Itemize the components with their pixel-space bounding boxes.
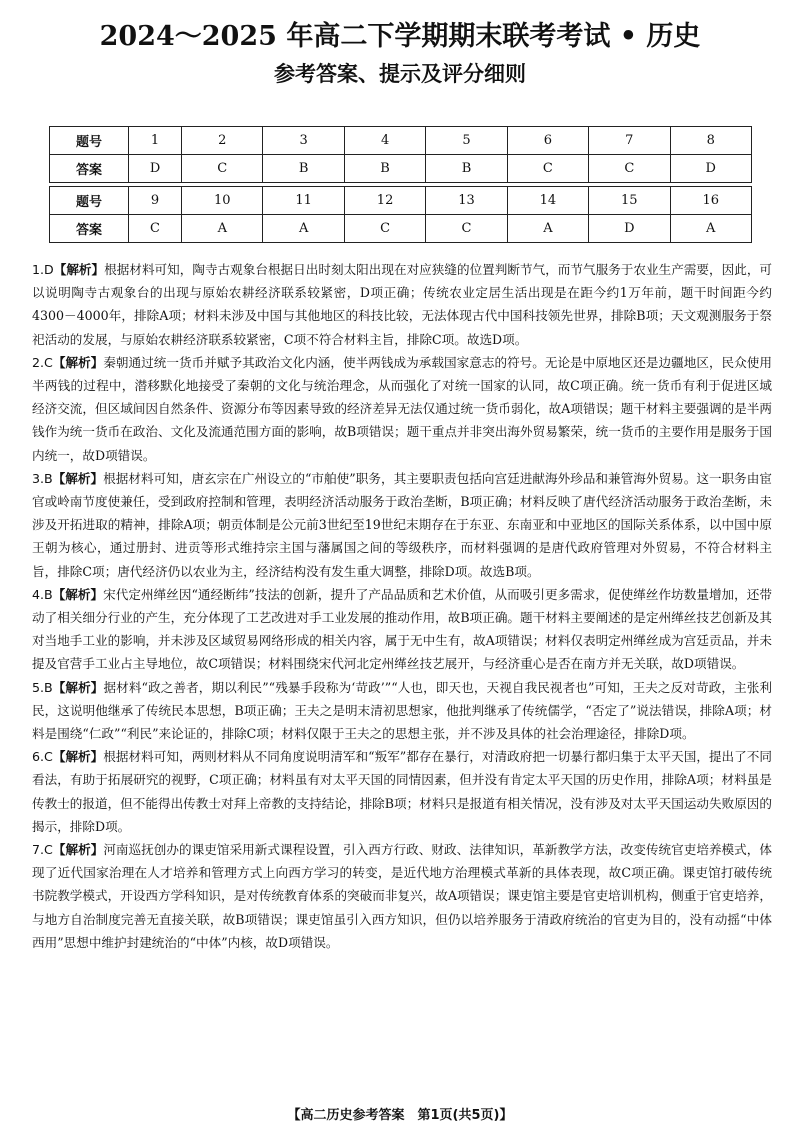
table-row-question-numbers-2: [50, 187, 752, 215]
explanation-item: [32, 745, 772, 838]
explanation-text: 根据材料可知，唐玄宗在广州设立的“市舶使”职务，其主要职责包括向宫廷进献海外珍品和兼管海外贸易。这一职务由宦官或岭南节度使兼任，受到政府控制和管理，表明经济活动服务于政治垄断，B项正确；材料反映了唐代经济活动服务于政治垄断，未涉及开拓进取的精神，排除A项；朝贡体制是公元前3世纪至19世纪末期存在于东亚、东南亚和中亚地区的国际关系体系，以中国中原王朝为核心，通过册封、进贡等形式维持宗主国与藩属国之间的等级秩序，而材料强调的是唐代政府管理对外贸易，不符合材料主旨，排除C项；唐代经济仍以农业为主，经济结构没有发生重大调整，排除D项。故选B项。: [32, 470, 772, 579]
answer-cell: A: [670, 215, 752, 243]
answer-cell: A: [263, 215, 344, 243]
explanation-text: 根据材料可知，陶寺古观象台根据日出时刻太阳出现在对应狭缝的位置判断节气，而节气服务于农业生产需要，因此，可以说明陶寺古观象台的出现与原始农耕经济联系较紧密，D项正确；传统农业定居生活出现是在距今约1万年前，题干时间距今约4300－4000年，排除A项；材料未涉及中国与其他地区的科技比较，无法体现古代中国科技领先世界，排除B项；天文观测服务于祭祀活动的发展，与原始农耕经济联系较紧密，C项不符合材料主旨，排除C项。故选D项。: [32, 262, 773, 347]
question-number: 13: [426, 187, 507, 215]
question-number: 7: [589, 127, 670, 155]
analysis-tag: 【解析】: [52, 749, 104, 765]
explanation-item: [32, 676, 772, 746]
answer-cell: B: [344, 155, 425, 183]
question-number: 9: [129, 187, 182, 215]
row-label-answer: 答案: [50, 215, 129, 243]
analysis-tag: 【解析】: [52, 679, 104, 695]
table-row-answers-2: [50, 215, 752, 243]
question-number: 4: [344, 127, 425, 155]
item-number: 2.C: [32, 354, 53, 370]
answer-cell: C: [344, 215, 425, 243]
page-subtitle: 参考答案、提示及评分细则: [274, 62, 526, 86]
explanation-item: [32, 258, 772, 351]
analysis-tag: 【解析】: [53, 262, 105, 277]
answer-cell: A: [182, 215, 263, 243]
answer-cell: A: [507, 215, 588, 243]
page-footer: 【高二历史参考答案 第1页(共5页)】: [287, 1108, 513, 1123]
question-number: 16: [670, 187, 752, 215]
analysis-tag: 【解析】: [52, 470, 104, 486]
answer-cell: C: [129, 215, 182, 243]
item-number: 1.D: [32, 262, 54, 277]
row-label-question: 题号: [50, 127, 129, 155]
explanation-text: 河南巡抚创办的课吏馆采用新式课程设置，引入西方行政、财政、法律知识，革新教学方法，改变传统官吏培养模式，体现了近代国家治理在人才培养和管理方式上向西方学习的转变，是近代地方治理模式革新的具体表现，故C项正确。课吏馆打破传统书院教学模式，开设西方学科知识，是对传统教育体系的突破而非复兴，故A项错误；课吏馆主要是官吏培训机构，侧重于官吏培养，与地方自治制度完善无直接关联，故B项错误；课吏馆虽引入西方知识，但仍以培养服务于清政府统治的官吏为目的，没有动摇“中体西用”思想中维护封建统治的“中体”内核，故D项错误。: [32, 842, 773, 950]
answer-cell: C: [182, 155, 263, 183]
item-number: 5.B: [32, 679, 53, 695]
page-title: 2024～2025 年高二下学期期末联考考试 • 历史: [99, 21, 701, 52]
answer-cell: D: [670, 155, 752, 183]
explanation-item: [32, 838, 772, 954]
question-number: 1: [129, 127, 182, 155]
row-label-answer: 答案: [50, 155, 129, 183]
answer-cell: D: [129, 155, 182, 183]
question-number: 10: [182, 187, 263, 215]
answer-table: [49, 126, 752, 243]
question-number: 5: [426, 127, 507, 155]
question-number: 11: [263, 187, 344, 215]
answer-cell: B: [263, 155, 344, 183]
row-label-question: 题号: [50, 187, 129, 215]
explanation-item: [32, 351, 772, 467]
item-number: 4.B: [32, 586, 53, 602]
question-number: 8: [670, 127, 752, 155]
explanation-item: [32, 467, 772, 583]
analysis-tag: 【解析】: [52, 354, 104, 370]
explanation-item: [32, 583, 772, 676]
answer-cell: D: [589, 215, 670, 243]
table-row-question-numbers-1: [50, 127, 752, 155]
analysis-tag: 【解析】: [52, 586, 104, 602]
item-number: 6.C: [32, 749, 53, 765]
answer-cell: C: [589, 155, 670, 183]
question-number: 14: [507, 187, 588, 215]
question-number: 2: [182, 127, 263, 155]
answer-cell: C: [507, 155, 588, 183]
explanation-list: [32, 258, 772, 954]
explanation-text: 据材料“政之善者，期以利民”“残暴手段称为‘苛政’”“人也，即天也，天视自我民视者也”可知，王夫之反对苛政，主张利民，这说明他继承了传统民本思想，B项正确；王夫之是明末清初思想家，他批判继承了传统儒学，“否定了”说法错误，排除A项；材料是围绕“仁政”“利民”来论证的，排除C项；材料仅限于王夫之的思想主张，并不涉及具体的社会治理途径，排除D项。: [32, 679, 772, 742]
explanation-text: 宋代定州缂丝因“通经断纬”技法的创新，提升了产品品质和艺术价值，从而吸引更多需求，促使缂丝作坊数量增加，还带动了相关细分行业的产生，充分体现了工艺改进对手工业发展的推动作用，故B项正确。题干材料主要阐述的是定州缂丝技艺创新及其对当地手工业的影响，并未涉及区域贸易网络形成的相关内容，属于无中生有，故A项错误；材料仅表明定州缂丝成为宫廷贡品，并未提及官营手工业占主导地位，故C项错误；材料围绕宋代河北定州缂丝技艺展开，与经济重心是否在南方并无关联，故D项错误。: [32, 586, 772, 672]
answer-cell: C: [426, 215, 507, 243]
question-number: 3: [263, 127, 344, 155]
explanation-text: 根据材料可知，两则材料从不同角度说明清军和“叛军”都存在暴行，对清政府把一切暴行都归集于太平天国，提出了不同看法，有助于拓展研究的视野，C项正确；材料虽有对太平天国的同情因素，但并没有肯定太平天国的历史作用，排除A项；材料虽是传教士的报道，但不能得出传教士对拜上帝教的支持结论，排除B项；材料只是报道有相关情况，没有涉及对太平天国运动失败原因的揭示，排除D项。: [32, 749, 772, 834]
question-number: 15: [589, 187, 670, 215]
answer-cell: B: [426, 155, 507, 183]
item-number: 7.C: [32, 842, 53, 858]
question-number: 12: [344, 187, 425, 215]
item-number: 3.B: [32, 470, 53, 486]
question-number: 6: [507, 127, 588, 155]
table-row-answers-1: [50, 155, 752, 183]
explanation-text: 秦朝通过统一货币并赋予其政治文化内涵，使半两钱成为承载国家意志的符号。无论是中原地区还是边疆地区，民众使用半两钱的过程中，潜移默化地接受了秦朝的文化与统治理念，从而强化了对统一国家的认同，故C项正确。统一货币有利于促进区域经济交流，但区域间因自然条件、资源分布等因素导致的经济差异无法仅通过统一货币弱化，故A项错误；题干材料主要强调的是半两钱作为统一货币在政治、文化及流通范围方面的影响，故B项错误；题干重点并非突出海外贸易繁荣，统一货币的主要作用是服务于国内统一，故D项错误。: [32, 354, 773, 463]
analysis-tag: 【解析】: [52, 842, 104, 858]
